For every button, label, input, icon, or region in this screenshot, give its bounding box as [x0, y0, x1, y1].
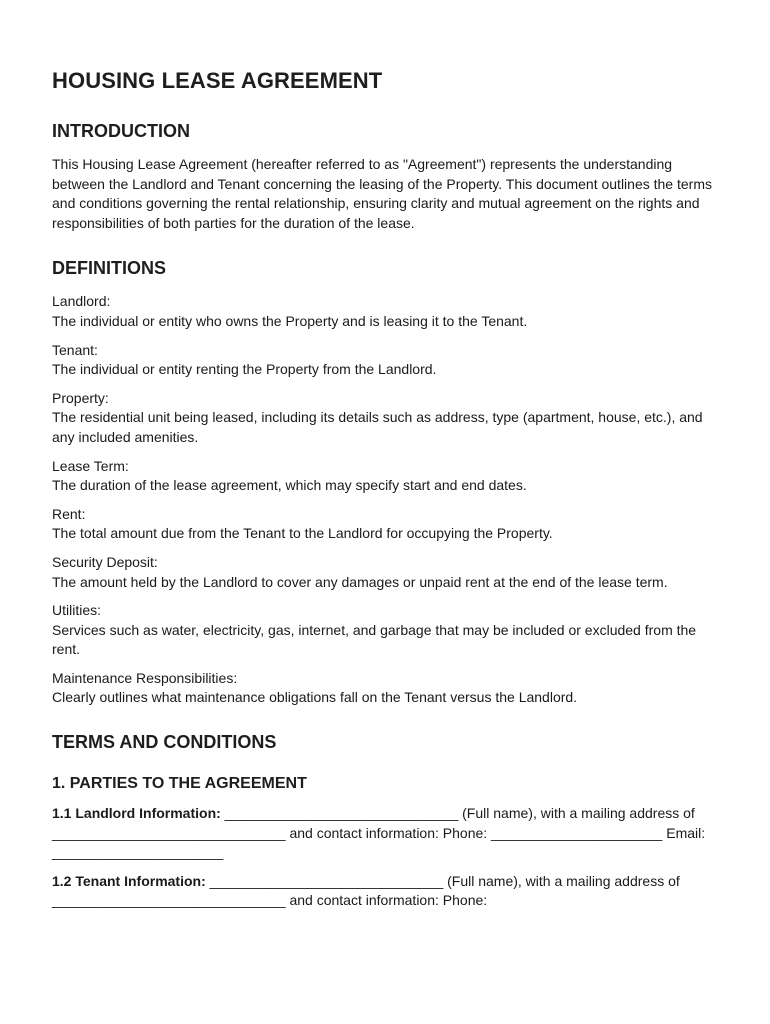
introduction-text: This Housing Lease Agreement (hereafter referred to as "Agreement") represents the understanding between the Landlord and Tenant concerning the leasing of the Property. This document outlines the terms and conditions governing the rental relationship, ensuring clarity and mutual agreement on the rights and responsibilities of both parties for the duration of the lease.: [52, 156, 712, 231]
terms-section: [52, 732, 712, 911]
tenant-info-text: ______________________________ (Full name), with a mailing address of ______________________________ and contact information: Phone:: [52, 872, 680, 909]
tenant-info-clause: [52, 872, 712, 911]
terms-heading: TERMS AND CONDITIONS: [52, 732, 277, 753]
definition-desc: The individual or entity who owns the Property and is leasing it to the Tenant.: [52, 312, 528, 329]
definition-tenant: [52, 341, 712, 380]
definition-term: Lease Term:: [52, 457, 129, 474]
document-title: HOUSING LEASE AGREEMENT: [52, 68, 383, 93]
definitions-heading: DEFINITIONS: [52, 258, 167, 279]
definition-term: Security Deposit:: [52, 553, 158, 570]
definition-term: Tenant:: [52, 341, 98, 358]
landlord-info-text: ______________________________ (Full name), with a mailing address of ______________________________ and contact information: Phone: ______________________ Email: ______________________: [52, 805, 706, 861]
landlord-info-label: 1.1 Landlord Information:: [52, 805, 221, 822]
definition-landlord: [52, 292, 712, 331]
introduction-section: [52, 121, 712, 233]
definition-lease-term: [52, 457, 712, 496]
definition-desc: The residential unit being leased, including its details such as address, type (apartment, house, etc.), and any included amenities.: [52, 409, 703, 445]
definition-maintenance: [52, 669, 712, 708]
tenant-info-label: 1.2 Tenant Information:: [52, 872, 206, 889]
definition-term: Maintenance Responsibilities:: [52, 669, 238, 686]
definition-property: [52, 389, 712, 448]
definitions-section: [52, 258, 712, 708]
definition-desc: Clearly outlines what maintenance obligations fall on the Tenant versus the Landlord.: [52, 689, 578, 706]
definition-desc: The duration of the lease agreement, which may specify start and end dates.: [52, 477, 527, 494]
introduction-heading: INTRODUCTION: [52, 121, 190, 141]
definition-desc: The amount held by the Landlord to cover any damages or unpaid rent at the end of the lease term.: [52, 573, 668, 590]
definition-term: Property:: [52, 389, 109, 406]
definition-desc: The total amount due from the Tenant to the Landlord for occupying the Property.: [52, 525, 553, 542]
landlord-info-clause: [52, 804, 712, 863]
document-page: [52, 68, 712, 920]
definition-utilities: [52, 601, 712, 660]
definition-term: Landlord:: [52, 293, 111, 310]
definition-rent: [52, 505, 712, 544]
definition-term: Rent:: [52, 505, 86, 522]
parties-heading: 1. PARTIES TO THE AGREEMENT: [52, 775, 307, 793]
definition-desc: Services such as water, electricity, gas, internet, and garbage that may be included or excluded from the rent.: [52, 621, 697, 658]
definition-security-deposit: [52, 553, 712, 592]
definition-desc: The individual or entity renting the Property from the Landlord.: [52, 361, 437, 378]
definition-term: Utilities:: [52, 602, 102, 619]
